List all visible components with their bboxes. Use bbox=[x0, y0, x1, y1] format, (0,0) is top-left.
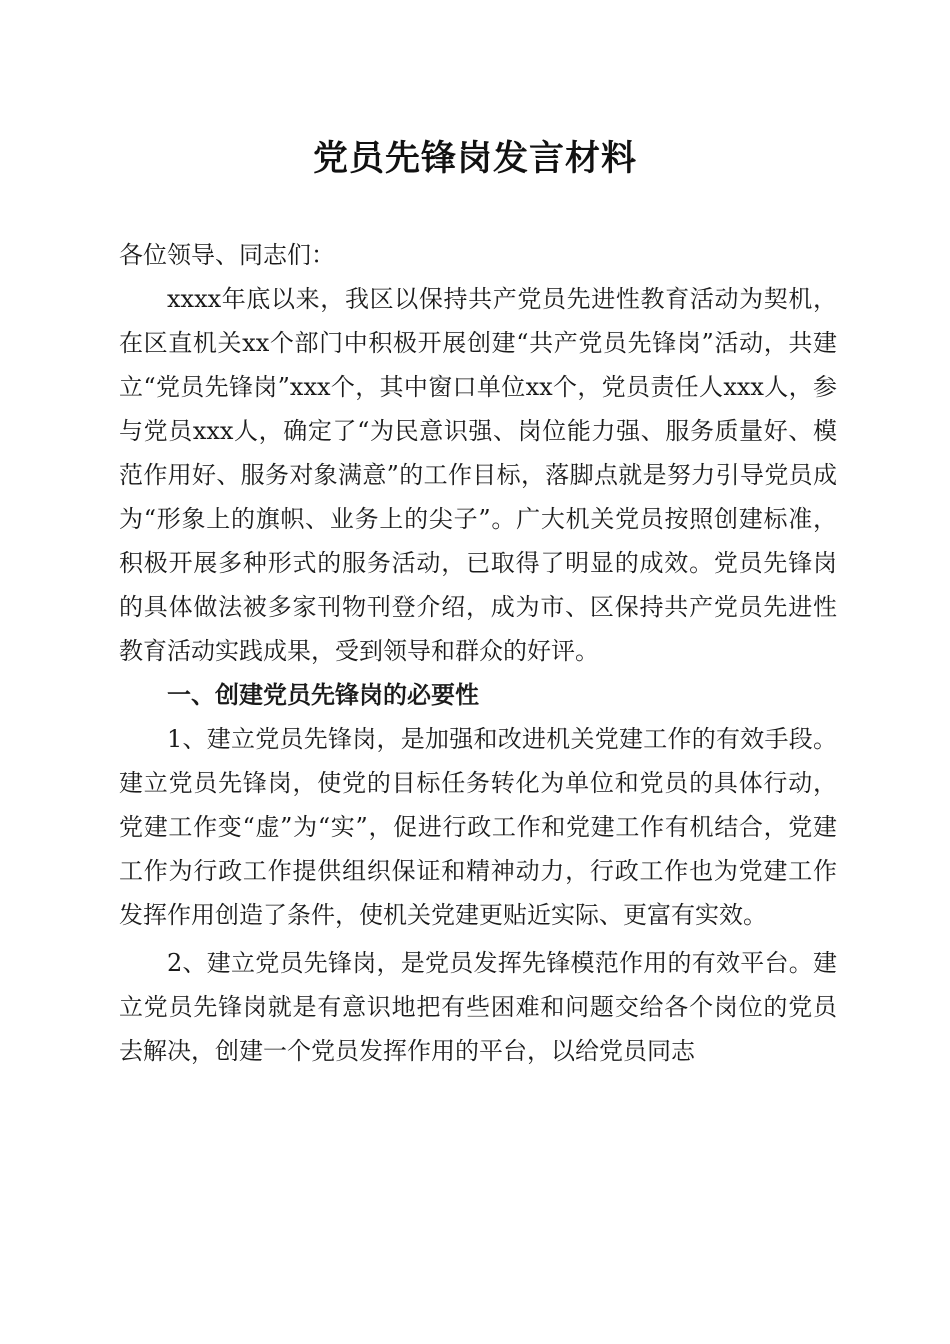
section-heading-1: 一、创建党员先锋岗的必要性 bbox=[167, 681, 479, 709]
paragraph-point-1: 1、建立党员先锋岗，是加强和改进机关党建工作的有效手段。建立党员先锋岗，使党的目标任务转化为单位和党员的具体行动，党建工作变“虚”为“实”，促进行政工作和党建工作有机结合，党建工作为行政工作提供组织保证和精神动力，行政工作也为党建工作发挥作用创造了条件，使机关党建更贴近实际、更富有实效。 bbox=[119, 725, 837, 929]
paragraph-intro: xxxx年底以来，我区以保持共产党员先进性教育活动为契机，在区直机关xx个部门中积极开展创建“共产党员先锋岗”活动，共建立“党员先锋岗”xxx个，其中窗口单位xx个，党员责任人xxx人，参与党员xxx人，确定了“为民意识强、岗位能力强、服务质量好、模范作用好、服务对象满意”的工作目标，落脚点就是努力引导党员成为“形象上的旗帜、业务上的尖子”。广大机关党员按照创建标准，积极开展多种形式的服务活动，已取得了明显的成效。党员先锋岗的具体做法被多家刊物刊登介绍，成为市、区保持共产党员先进性教育活动实践成果，受到领导和群众的好评。 bbox=[119, 285, 837, 665]
salutation: 各位领导、同志们： bbox=[119, 241, 335, 269]
document-body bbox=[119, 233, 837, 1073]
document-title: 党员先锋岗发言材料 bbox=[312, 138, 637, 179]
paragraph-point-2: 2、建立党员先锋岗，是党员发挥先锋模范作用的有效平台。建立党员先锋岗就是有意识地把有些困难和问题交给各个岗位的党员去解决，创建一个党员发挥作用的平台，以给党员同志 bbox=[119, 949, 837, 1065]
